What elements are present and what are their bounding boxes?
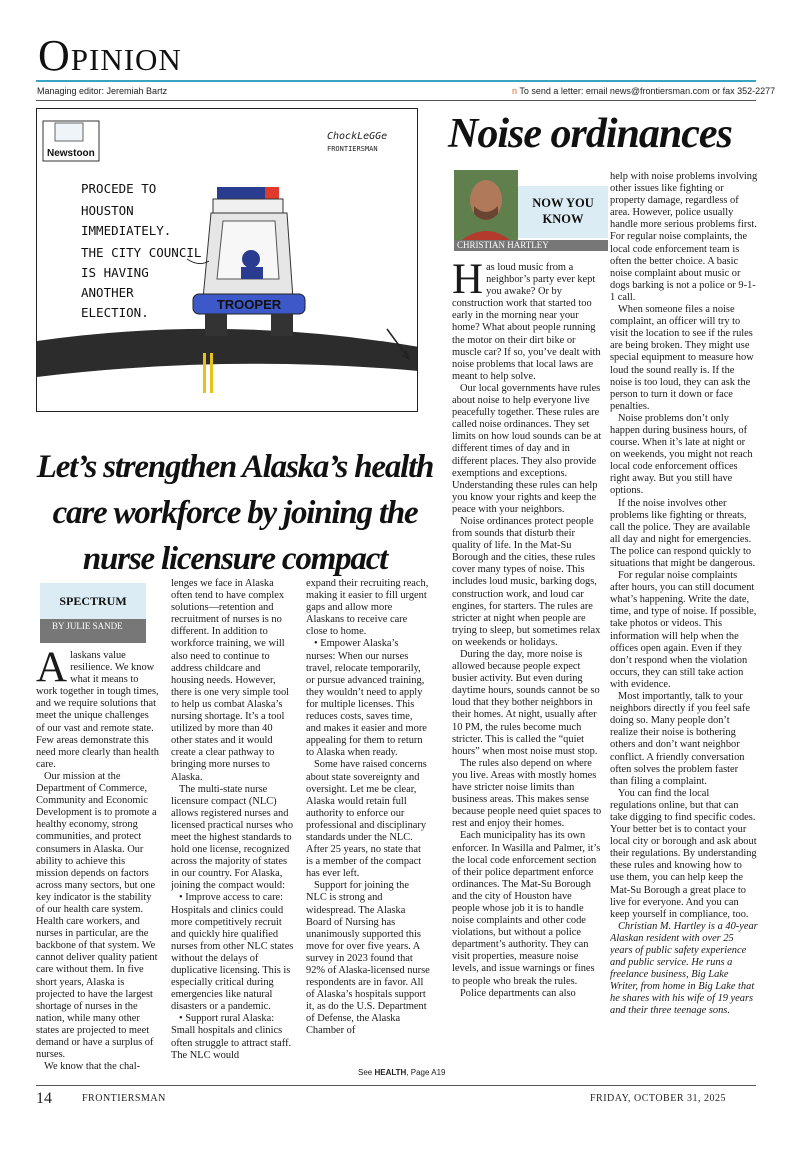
column-name-line: NOW YOU: [532, 196, 594, 211]
paragraph: help with noise problems involving other issues like fighting or property damage, regardless of area. However, police usually handle more serious problems first. For regular noise complaints, the local code enforcement team is often the better choice. A basic noise complaint about music or dogs barking is not a police or 9-1-1 call.: [610, 171, 758, 303]
paragraph: During the day, more noise is allowed because people expect busier activity. But even during daytime hours, sounds cannot be so loud that they bother neighbors in their homes. At night, usually after 10 PM, the rules become much stricter. This is called the “quiet hours” when most noise must stop.: [452, 649, 600, 757]
paragraph: • Improve access to care: Hospitals and clinics could more competitively recruit and quickly hire qualified nurses from other NLC states without the delays of duplicative licensing. This is especially critical during emergencies like natural disasters or a pandemic.: [171, 892, 294, 1013]
paragraph: Support for joining the NLC is strong and widespread. The Alaska Board of Nursing has unanimously supported this move for over five years. A survey in 2023 found that 92% of Alaska-licensed nurse respondents are in favor. All of Alaska’s hospitals support it, as do the U.S. Department of Defense, the Alaska Chamber of: [306, 880, 430, 1037]
paragraph: We know that the chal-: [44, 1061, 141, 1073]
siren-light-left: [217, 187, 265, 199]
author-photo-drawing: [454, 170, 518, 240]
dropcap: H: [452, 262, 484, 303]
column-name-box: [518, 186, 608, 238]
section-title: Opinion: [38, 31, 182, 80]
speech-line: ELECTION.: [81, 305, 149, 320]
cartoon-drawing: [37, 109, 418, 412]
paragraph: When someone files a noise complaint, an officer will try to visit the location to see if the rules are being broken. They might use special equipment to measure how loud the sound really is. If the noise is too loud, they can ask the person to turn it down or face penalties.: [610, 304, 754, 412]
left-article-column-3: [306, 578, 430, 1066]
bullet-icon: n: [512, 86, 518, 96]
paragraph: The rules also depend on where you live. Areas with mostly homes have stricter noise limits than business areas. This makes sense because people need quiet spaces to rest and enjoy their homes.: [452, 757, 602, 830]
left-article-column-2: [171, 578, 295, 1086]
cartoonist-signature: ChockLeGGe: [327, 131, 388, 142]
paragraph: Alaskans value resilience. We know what it means to work together in tough times, and we require solutions that meet the unique challenges of our vast and remote state. Few areas demonstrate this need more clearly than health care.: [36, 650, 159, 770]
paragraph: Our mission at the Department of Commerce, Community and Economic Development is to promote a healthy economy, strong communities, and protect consumers in Alaska. Our ability to achieve this mission depends on factors across many sectors, but one key indicator is the stability of our health care system. Health care workers, and nurses in particular, are the backbone of that system. We cannot deliver quality patient care without them. In five short years, Alaska is projected to have the largest shortage of nurses in the nation, while many other states are projected to meet demand or have a surplus of nurses.: [36, 770, 158, 1061]
paragraph: Some have raised concerns about state sovereignty and oversight. Let me be clear, Alaska would retain full authority to enforce our professional and disciplinary standards under the NLC. After 25 years, no state that is a member of the compact has ever left.: [306, 759, 427, 880]
left-byline: BY JULIE SANDE: [40, 619, 146, 643]
speech-line: IS HAVING: [81, 265, 149, 280]
road-line-left: [203, 353, 206, 393]
newstoon-cartoon: [36, 108, 418, 412]
author-photo: [454, 170, 518, 240]
wheel-left: [205, 314, 227, 336]
page-number: 14: [36, 1090, 52, 1107]
car-roof: [213, 199, 283, 213]
paragraph: Most importantly, talk to your neighbors directly if you feel safe doing so. Many people don’t realize their noise is bothering others and don’t want neighbor conflict. A friendly conversation often solves the problem faster than filing a complaint.: [610, 691, 750, 787]
column-name-line: KNOW: [542, 212, 584, 226]
paper-name: FRONTIERSMAN: [82, 1093, 166, 1104]
paragraph: The multi-state nurse licensure compact (NLC) allows registered nurses and licensed practical nurses who meet the highest standards to hold one license, recognized across the majority of states in our country. For Alaska, joining the compact would:: [171, 783, 294, 892]
newstoon-badge: Newstoon: [47, 148, 95, 159]
masthead-rule: [36, 80, 756, 82]
paragraph: You can find the local regulations online, but that can take digging to find specific codes. Your better bet is to contact your local city or borough and ask about their regulations. By understanding these rules and knowing how to use them, you can help keep the Mat-Su Borough a great place to live for everyone. And you can keep yourself in compliance, too.: [610, 787, 757, 920]
speech-line: HOUSTON: [81, 203, 134, 218]
paragraph: Our local governments have rules about noise to help everyone live peacefully together. These rules are called noise ordinances. They set limits on how loud sounds can be at different times of day and in different places. They also provide exemptions and exceptions. Understanding these rules can help you know your rights and keep the peace with your neighbors.: [452, 382, 602, 515]
speech-text: [81, 181, 201, 320]
footer-rule: [36, 1085, 756, 1086]
paragraph: • Support rural Alaska: Small hospitals and clinics often struggle to attract staff. The NLC would: [171, 1013, 292, 1061]
wheel-right: [271, 314, 293, 336]
paragraph: • Empower Alaska’s nurses: When our nurses travel, relocate temporarily, or pursue advanced training, they wouldn’t need to apply for multiple licenses. This reduces costs, saves time, and makes it easier and more appealing for them to return to Alaska when ready.: [306, 638, 427, 759]
left-article-column-1: [36, 650, 160, 1086]
driver-head: [242, 250, 260, 268]
speech-line: ANOTHER: [81, 285, 134, 300]
jump-line[interactable]: See HEALTH, Page A19: [358, 1068, 446, 1077]
paragraph: Noise problems don’t only happen during business hours, of course. When it’s late at night or on weekends, you might not reach local code enforcement offices right away. But you still have options.: [610, 412, 753, 497]
paragraph: For regular noise complaints after hours, you can still document what’s happening. Write the date, time, and type of noise. If possible, take photos or videos. This information will help when the offices open again. Even if they don’t respond when the violation occurs, they can still take action with evidence.: [610, 570, 757, 690]
paragraph: Police departments can also: [460, 987, 576, 999]
siren-light-right: [265, 187, 279, 199]
headline-line: nurse licensure compact: [82, 541, 388, 577]
headline-line: care workforce by joining the: [52, 495, 418, 531]
road: [37, 329, 418, 377]
paragraph: Noise ordinances protect people from sounds that disturb their quality of life. In the Mat-Su Borough and the cities, these rules cover many types of noise. This includes loud music, barking dogs, construction work, and loud car engines, for starters. The rules are stricter at night when people are trying to sleep, but sometimes relax on weekends or holidays.: [452, 515, 601, 648]
road-line-right: [210, 353, 213, 393]
right-article-column-1: [452, 262, 602, 1084]
issue-date: FRIDAY, OCTOBER 31, 2025: [590, 1093, 727, 1104]
author-bio: Christian M. Hartley is a 40-year Alaskan resident with over 25 years of public safety experience and public service. He runs a freelance business, Big Lake Writer, from home in Big Lake that he shares with his wife of 19 years and their three teenage sons.: [610, 920, 758, 1017]
speech-line: IMMEDIATELY.: [81, 223, 172, 238]
driver-body: [241, 267, 263, 279]
speech-line: PROCEDE TO: [81, 181, 157, 196]
masthead-bottom-rule: [36, 100, 756, 101]
letters-info: [512, 86, 775, 96]
spectrum-tag: SPECTRUM: [40, 583, 146, 619]
headline-line: Let’s strengthen Alaska’s health: [36, 449, 434, 485]
paragraph: If the noise involves other problems like fighting or threats, call the police. They are available all day and night for emergencies. The police can respond quickly to situations that might be dangerous.: [610, 497, 756, 569]
paragraph: Has loud music from a neighbor’s party ever kept you awake? Or by construction work that started too early in the morning near your home? What about people running the motor on their dirt bike or muscle car? If so, you’ve dealt with noise problems that local laws are meant to help solve.: [452, 262, 601, 382]
managing-editor: Managing editor: Jeremiah Bartz: [37, 86, 168, 96]
speech-line: THE CITY COUNCIL: [81, 245, 202, 260]
paragraph: Each municipality has its own enforcer. In Wasilla and Palmer, it’s the local code enforcement section of their police department enforce ordinances. The Mat-Su Borough and the city of Houston have people whose job it is to handle noise complaints and other code violations, but without a police department’s authority. They can visit properties, measure noise levels, and issue warnings or fines to people who break the rules.: [452, 830, 601, 987]
right-article-column-2: [610, 171, 758, 1084]
dropcap: A: [36, 650, 68, 691]
letters-text: To send a letter: email news@frontiersman.com or fax 352-2277: [519, 86, 776, 96]
cartoonist-paper: FRONTIERSMAN: [327, 145, 378, 153]
paragraph: expand their recruiting reach, making it easier to fill urgent gaps and allow more Alaskans to receive care close to home.: [306, 578, 429, 638]
car-label: TROOPER: [216, 297, 282, 312]
right-headline: Noise ordinances: [448, 111, 732, 157]
left-headline: [30, 444, 440, 582]
paragraph: lenges we face in Alaska often tend to have complex solutions—retention and recruitment of nurses is no different. In addition to workforce training, we will also need to continue to address childcare and housing needs. However, there is one very simple tool to help us combat Alaska’s nursing shortage. It’s a tool utilized by more than 40 other states and it would create a clear pathway to bringing more nurses to Alaska.: [171, 578, 290, 783]
right-byline: CHRISTIAN HARTLEY: [454, 240, 608, 251]
newstoon-icon: [55, 123, 83, 141]
